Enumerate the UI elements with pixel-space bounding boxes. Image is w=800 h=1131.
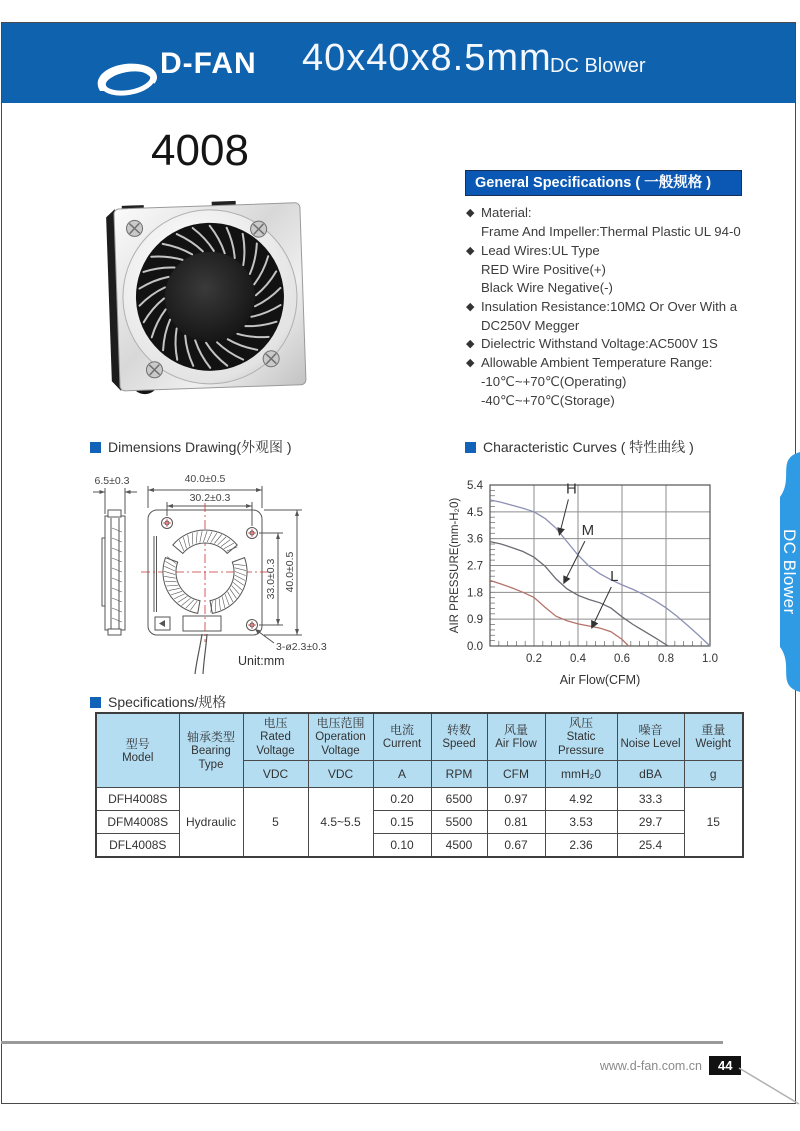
spec-text: RED Wire Positive(+) <box>481 261 606 277</box>
svg-text:1.0: 1.0 <box>702 653 718 665</box>
cell-pressure: 2.36 <box>545 834 617 858</box>
col-header-current: 电流 Current <box>373 713 431 761</box>
svg-text:5.4: 5.4 <box>467 480 483 492</box>
unit-rated-voltage: VDC <box>243 761 308 788</box>
cell-current: 0.10 <box>373 834 431 858</box>
spec-text: -40℃~+70℃(Storage) <box>481 392 615 408</box>
footer-corner-line <box>735 1062 800 1107</box>
dim-holespacing-v-label: 33.0±0.3 <box>265 558 277 600</box>
svg-text:0.6: 0.6 <box>614 653 630 665</box>
characteristic-curves-chart <box>448 468 744 690</box>
spec-text: Insulation Resistance:10MΩ Or Over With a <box>481 298 738 314</box>
col-header-model: 型号 Model <box>96 713 179 788</box>
diamond-bullet-icon <box>466 223 481 242</box>
diamond-bullet-icon: ◆ <box>466 338 475 351</box>
svg-text:AIR PRESSURE(mm-H₂0): AIR PRESSURE(mm-H₂0) <box>449 497 461 634</box>
general-specs-header: General Specifications ( 一般规格 ) <box>465 170 742 196</box>
diamond-bullet-icon: ◆ <box>466 244 475 257</box>
spec-line <box>466 317 756 336</box>
svg-text:3.6: 3.6 <box>467 533 483 546</box>
cell-noise: 29.7 <box>617 811 684 834</box>
svg-text:L: L <box>610 568 619 586</box>
cell-airflow: 0.81 <box>487 811 545 834</box>
cell-speed: 4500 <box>431 834 487 858</box>
spec-text: Black Wire Negative(-) <box>481 280 613 296</box>
cell-current: 0.15 <box>373 811 431 834</box>
dim-depth-label: 6.5±0.3 <box>94 475 130 487</box>
cell-model: DFH4008S <box>96 788 179 811</box>
spec-text: Lead Wires:UL Type <box>481 242 600 258</box>
specs-table <box>95 712 744 858</box>
blue-square-icon <box>90 442 101 453</box>
col-header-airflow: 风量 Air Flow <box>487 713 545 761</box>
svg-text:2.7: 2.7 <box>467 560 483 573</box>
blue-square-icon <box>90 697 101 708</box>
spec-line <box>466 261 756 280</box>
brand-name: D-FAN <box>160 47 257 80</box>
svg-text:1.8: 1.8 <box>467 587 483 600</box>
diamond-bullet-icon <box>466 317 481 336</box>
diamond-bullet-icon <box>466 261 481 280</box>
col-header-weight: 重量 Weight <box>684 713 743 761</box>
svg-text:0.4: 0.4 <box>570 653 586 665</box>
col-header-pressure: 风压 Static Pressure <box>545 713 617 761</box>
dimensions-drawing <box>78 466 418 681</box>
spec-text: Allowable Ambient Temperature Range: <box>481 355 713 371</box>
col-header-rated-voltage: 电压 Rated Voltage <box>243 713 308 761</box>
cell-speed: 6500 <box>431 788 487 811</box>
cell-model: DFM4008S <box>96 811 179 834</box>
cell-pressure: 3.53 <box>545 811 617 834</box>
svg-text:0.9: 0.9 <box>467 614 483 627</box>
svg-text:0.0: 0.0 <box>467 641 483 653</box>
header-bar <box>2 23 795 103</box>
spec-line <box>466 392 756 411</box>
side-tab <box>744 452 800 692</box>
spec-text: Dielectric Withstand Voltage:AC500V 1S <box>481 336 718 352</box>
unit-airflow: CFM <box>487 761 545 788</box>
spec-text: Material: <box>481 205 532 220</box>
svg-text:0.2: 0.2 <box>526 653 542 665</box>
cell-weight: 15 <box>684 788 743 858</box>
spec-line <box>466 223 756 242</box>
col-header-noise: 噪音 Noise Level <box>617 713 684 761</box>
svg-text:0.8: 0.8 <box>658 653 674 665</box>
col-header-speed: 转数 Speed <box>431 713 487 761</box>
cell-operation-voltage: 4.5~5.5 <box>308 788 373 858</box>
svg-text:Air Flow(CFM): Air Flow(CFM) <box>559 673 641 687</box>
dim-width-label: 40.0±0.5 <box>184 473 226 485</box>
section-label: Specifications/规格 <box>108 694 227 710</box>
section-label: Characteristic Curves ( 特性曲线 ) <box>483 439 694 455</box>
spec-line <box>466 204 756 223</box>
general-specs-list <box>466 204 756 411</box>
diamond-bullet-icon: ◆ <box>466 357 475 370</box>
product-size: 40x40x8.5mm <box>302 37 552 79</box>
spec-line <box>466 279 756 298</box>
unit-label: Unit:mm <box>238 654 285 668</box>
diamond-bullet-icon: ◆ <box>466 207 475 219</box>
unit-operation-voltage: VDC <box>308 761 373 788</box>
svg-text:H: H <box>565 480 577 498</box>
spec-line <box>466 373 756 392</box>
unit-current: A <box>373 761 431 788</box>
cell-speed: 5500 <box>431 811 487 834</box>
cell-noise: 25.4 <box>617 834 684 858</box>
dim-holes-label: 3-ø2.3±0.3 <box>276 641 327 653</box>
product-type: DC Blower <box>550 55 646 77</box>
svg-text:M: M <box>581 522 595 540</box>
unit-weight: g <box>684 761 743 788</box>
col-header-bearing: 轴承类型 Bearing Type <box>179 713 243 788</box>
dimensions-section-title <box>90 437 292 457</box>
spec-line <box>466 354 756 373</box>
spec-text: -10℃~+70℃(Operating) <box>481 374 627 390</box>
product-photo <box>95 198 315 398</box>
spec-line <box>466 298 756 317</box>
spec-text: Frame And Impeller:Thermal Plastic UL 94-0 <box>481 224 741 239</box>
website-text: www.d-fan.com.cn <box>599 1059 702 1073</box>
curves-section-title <box>465 437 694 457</box>
side-tab-label: DC Blower <box>780 529 799 615</box>
cell-bearing: Hydraulic <box>179 788 243 858</box>
cell-airflow: 0.97 <box>487 788 545 811</box>
brand-logo-icon <box>90 57 162 101</box>
spec-text: DC250V Megger <box>481 317 580 333</box>
dim-holespacing-h-label: 30.2±0.3 <box>189 492 231 504</box>
diamond-bullet-icon <box>466 392 481 411</box>
table-row <box>96 788 743 811</box>
cell-pressure: 4.92 <box>545 788 617 811</box>
cell-current: 0.20 <box>373 788 431 811</box>
specs-section-title <box>90 692 226 712</box>
cell-model: DFL4008S <box>96 834 179 858</box>
unit-noise: dBA <box>617 761 684 788</box>
cell-noise: 33.3 <box>617 788 684 811</box>
unit-speed: RPM <box>431 761 487 788</box>
diamond-bullet-icon: ◆ <box>466 300 475 313</box>
cell-airflow: 0.67 <box>487 834 545 858</box>
svg-text:4.5: 4.5 <box>467 506 483 519</box>
dim-height-label: 40.0±0.5 <box>284 551 296 593</box>
model-number: 4008 <box>151 126 249 175</box>
col-header-operation-voltage: 电压范围 Operation Voltage <box>308 713 373 761</box>
diamond-bullet-icon <box>466 279 481 298</box>
spec-line <box>466 242 756 261</box>
cell-rated-voltage: 5 <box>243 788 308 858</box>
unit-pressure: mmH₂0 <box>545 761 617 788</box>
spec-line <box>466 335 756 354</box>
footer-rule <box>1 1041 723 1044</box>
diamond-bullet-icon <box>466 373 481 392</box>
blue-square-icon <box>465 442 476 453</box>
page-number-badge: 44 <box>709 1056 741 1075</box>
section-label: Dimensions Drawing(外观图 ) <box>108 439 292 455</box>
